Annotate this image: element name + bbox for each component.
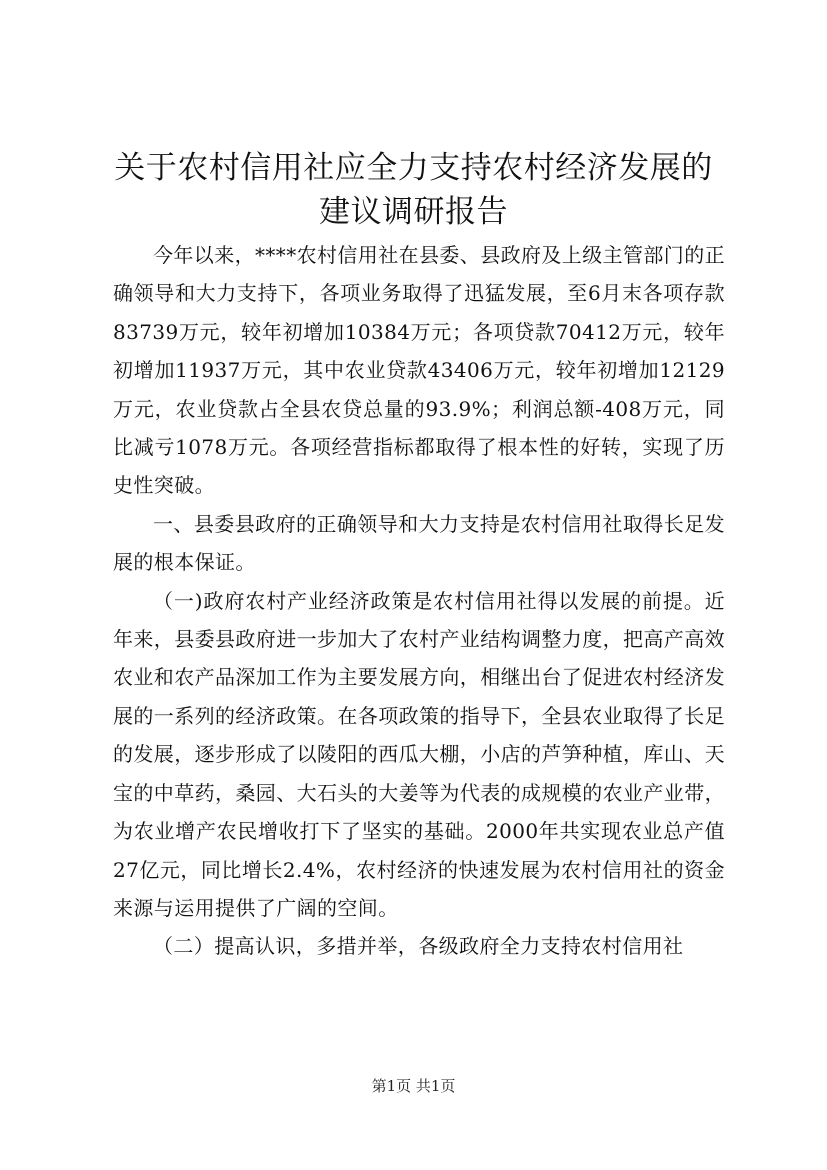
document-body (113, 236, 725, 966)
paragraph-subsection-2: （二）提高认识，多措并举，各级政府全力支持农村信用社 (153, 934, 684, 959)
page-number-footer: 第1页 共1页 (371, 1077, 456, 1095)
document-title: 关于农村信用社应全力支持农村经济发展的建议调研报告 (114, 150, 713, 230)
paragraph-section-1-heading: 一、县委县政府的正确领导和大力支持是农村信用社取得长足发展的根本保证。 (113, 511, 725, 575)
paragraph-subsection-1: （一)政府农村产业经济政策是农村信用社得以发展的前提。近年来，县委县政府进一步加大了农村产业结构调整力度，把高产高效农业和农产品深加工作为主要发展方向，相继出台了促进农村经济发展的一系列的经济政策。在各项政策的指导下，全县农业取得了长足的发展，逐步形成了以陵阳的西瓜大棚，小店的芦笋种植，库山、天宝的中草药，桑园、大石头的大姜等为代表的成规模的农业产业带，为农业增产农民增收打下了坚实的基础。2000年共实现农业总产值27亿元，同比增长2.4%，农村经济的快速发展为农村信用社的资金来源与运用提供了广阔的空间。 (113, 588, 725, 920)
paragraph-intro: 今年以来，****农村信用社在县委、县政府及上级主管部门的正确领导和大力支持下，各项业务取得了迅猛发展，至6月末各项存款83739万元，较年初增加10384万元；各项贷款70412万元，较年初增加11937万元，其中农业贷款43406万元，较年初增加12129万元，农业贷款占全县农贷总量的93.9%；利润总额-408万元，同比减亏1078万元。各项经营指标都取得了根本性的好转，实现了历史性突破。 (113, 243, 725, 498)
